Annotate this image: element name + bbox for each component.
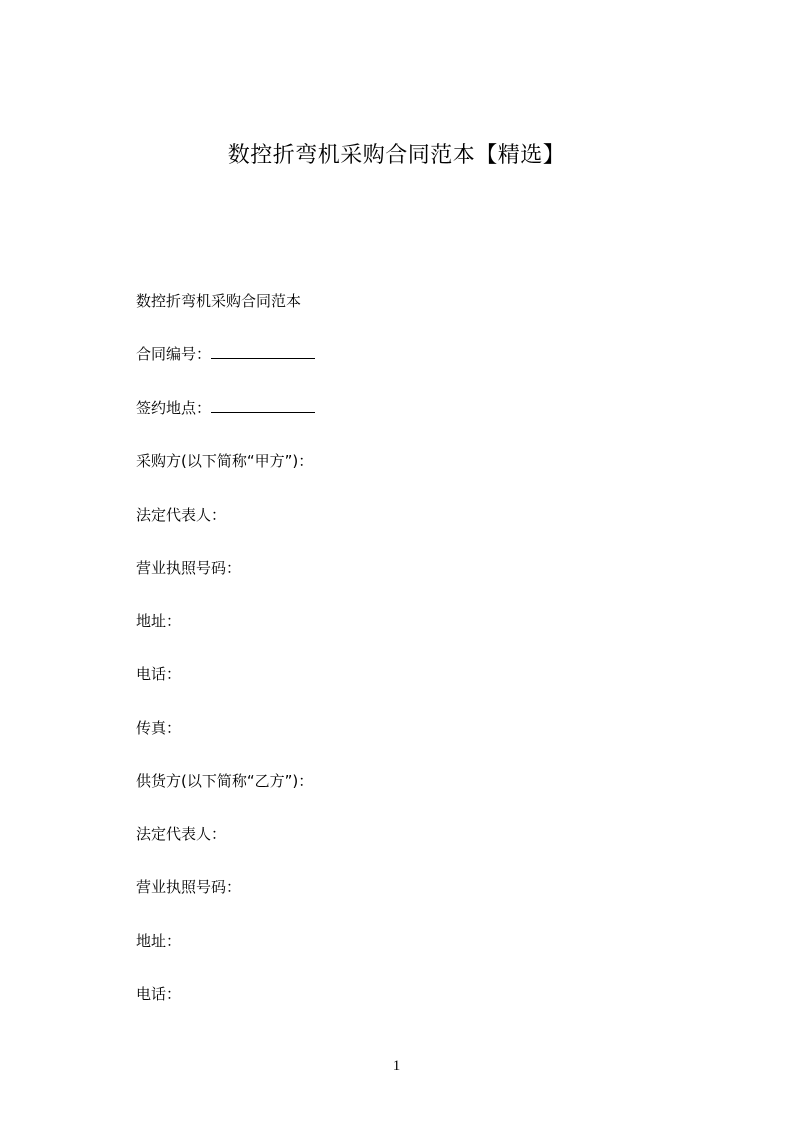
party-a-phone: 电话： xyxy=(136,665,182,683)
party-b-address: 地址： xyxy=(136,932,182,950)
contract-number-blank xyxy=(211,345,315,359)
party-b-heading: 供货方(以下简称“乙方”)： xyxy=(136,772,314,790)
party-b-phone: 电话： xyxy=(136,985,182,1003)
signing-place-blank xyxy=(211,399,315,413)
document-title: 数控折弯机采购合同范本【精选】 xyxy=(227,143,566,168)
party-b-legal-rep: 法定代表人： xyxy=(136,825,227,843)
party-a-fax: 传真： xyxy=(136,719,182,737)
party-a-heading: 采购方(以下简称“甲方”)： xyxy=(136,452,314,470)
signing-place-row xyxy=(136,397,315,419)
contract-number-label: 合同编号： xyxy=(136,345,212,363)
party-a-address: 地址： xyxy=(136,612,182,630)
party-b-license: 营业执照号码： xyxy=(136,878,242,896)
signing-place-label: 签约地点： xyxy=(136,399,212,417)
document-subtitle: 数控折弯机采购合同范本 xyxy=(136,292,302,310)
party-a-license: 营业执照号码： xyxy=(136,559,242,577)
page-number: 1 xyxy=(392,1058,401,1074)
party-a-legal-rep: 法定代表人： xyxy=(136,506,227,524)
contract-number-row xyxy=(136,343,315,365)
